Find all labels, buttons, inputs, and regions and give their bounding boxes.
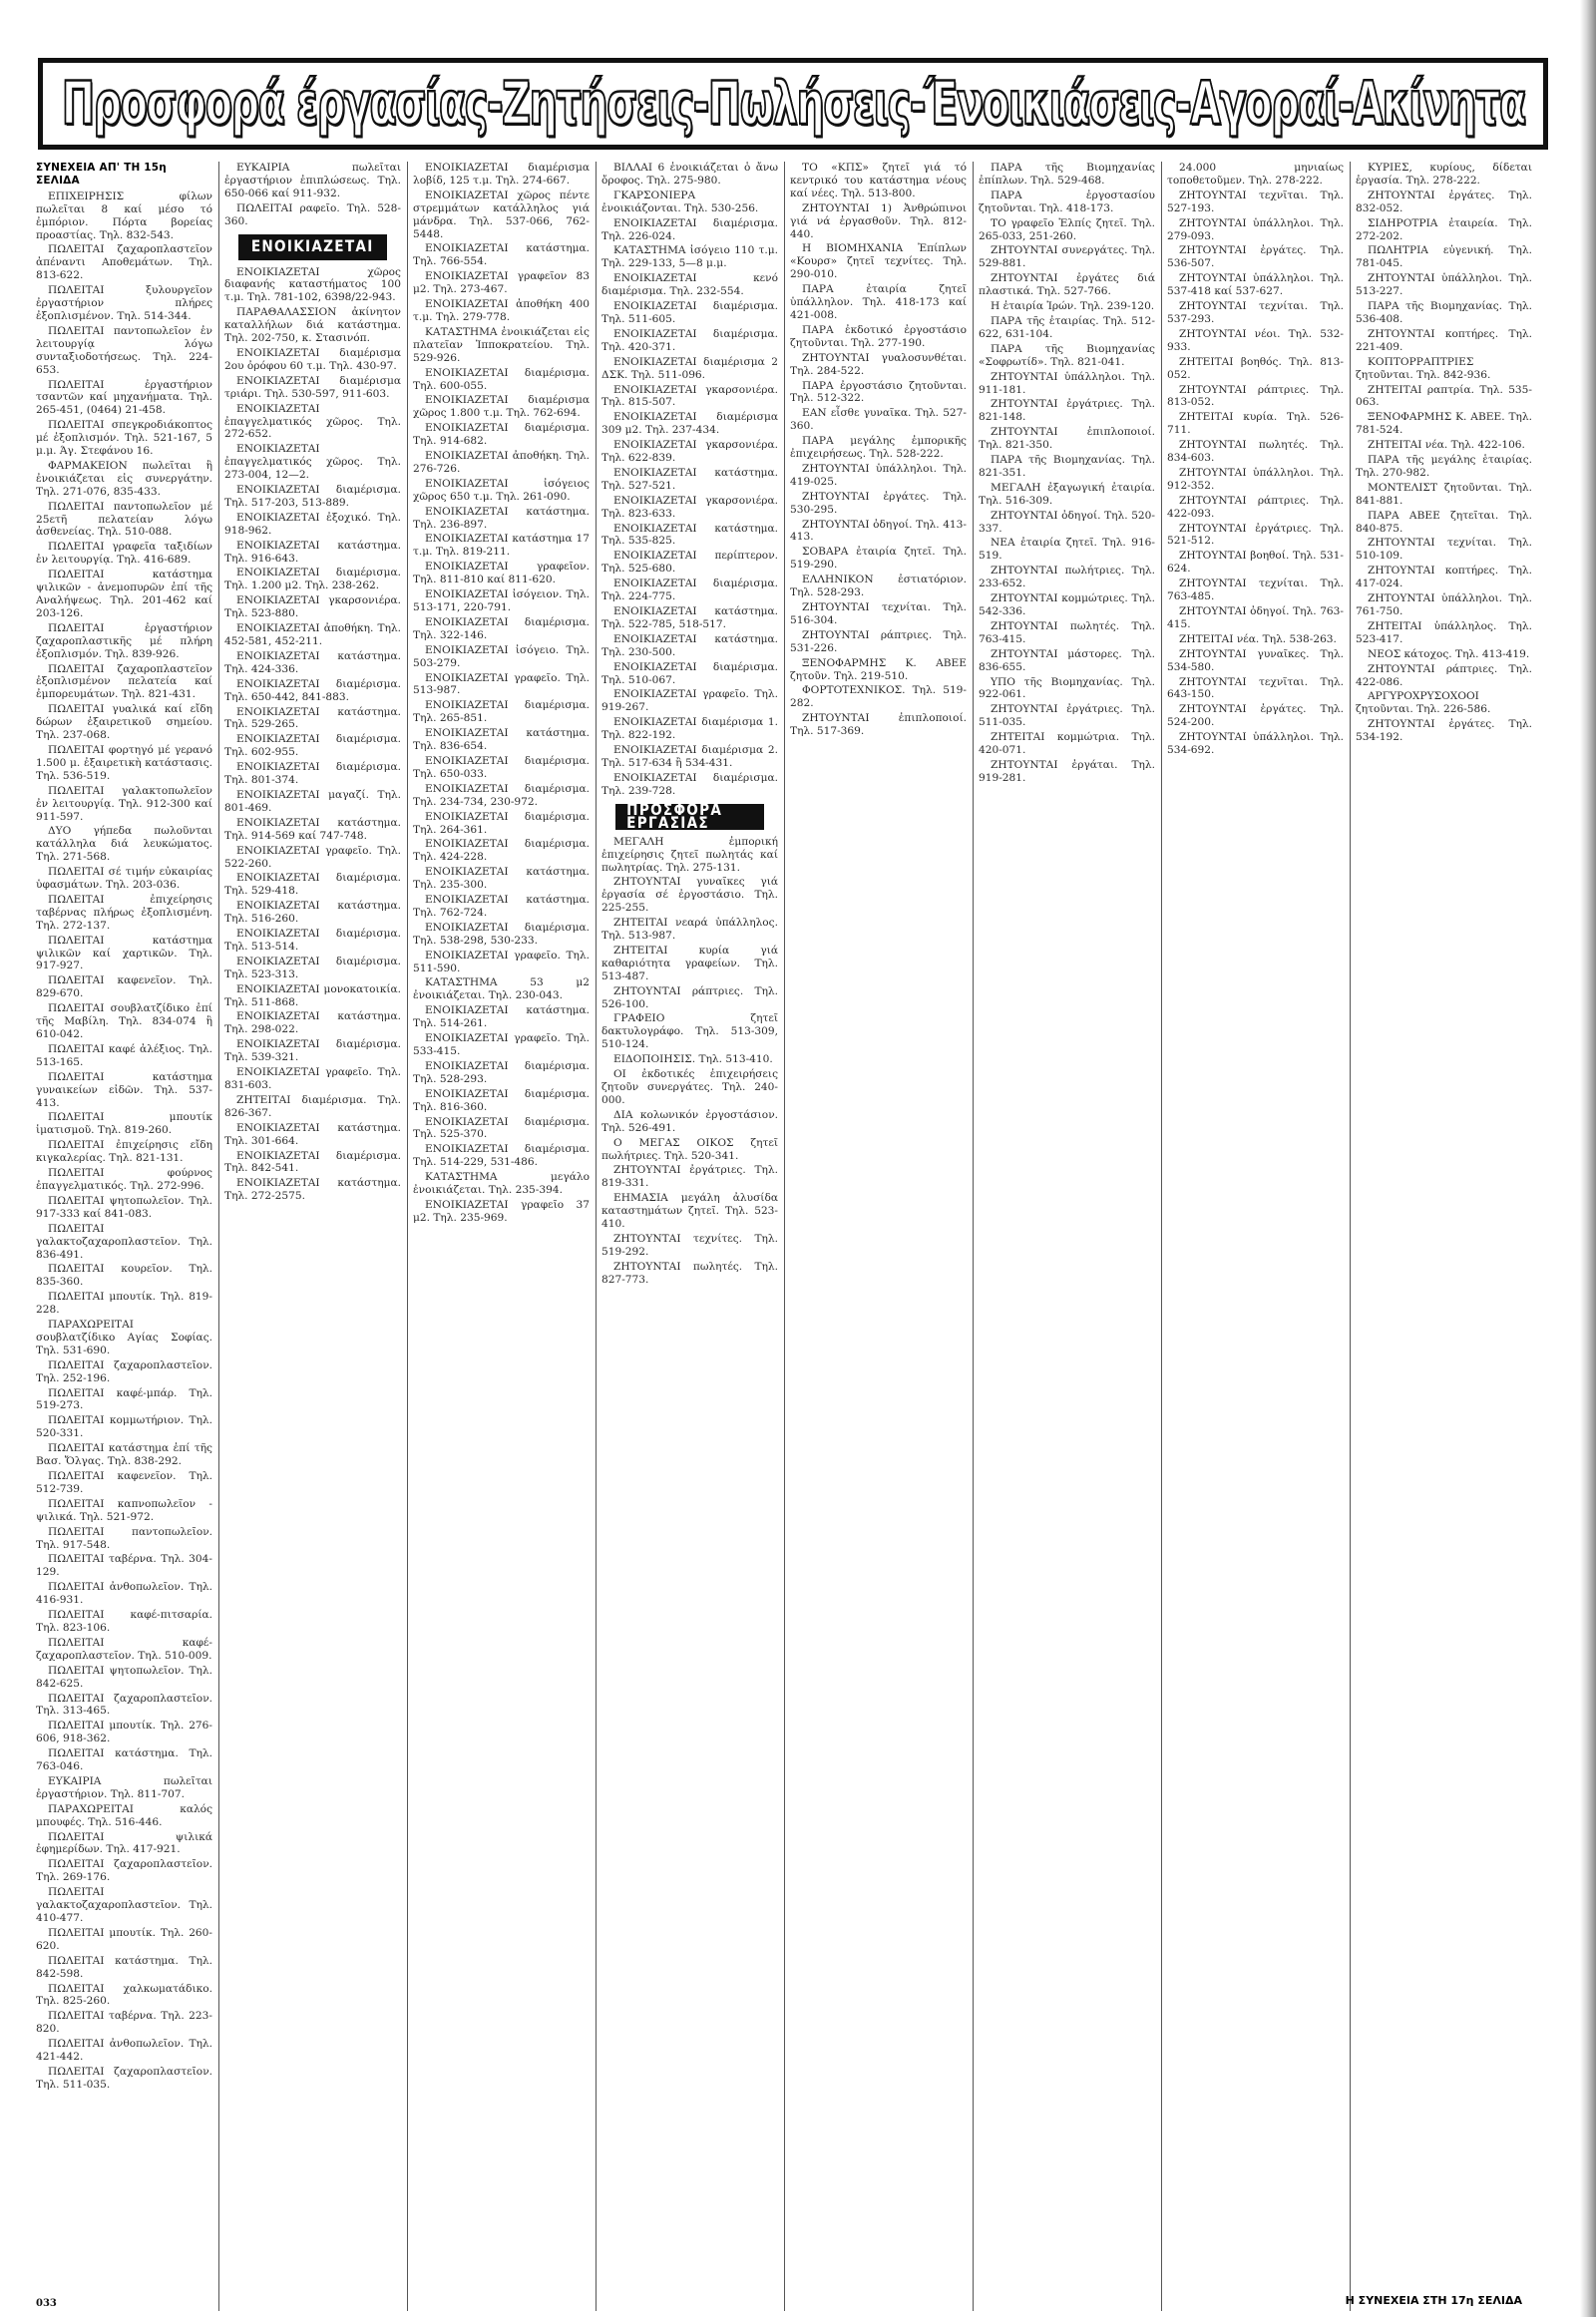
section-header-job-offers-label: ΠΡΟΣΦΟΡΑ ΕΡΓΑΣΙΑΣ (626, 799, 723, 832)
classified-ad: ΖΗΤΟΥΝΤΑΙ ὑπάλληλοι. Τηλ. 279-093. (1167, 216, 1344, 242)
classified-ad: ΕΝΟΙΚΙΑΖΕΤΑΙ κατάστημα. Τηλ. 916-643. (224, 539, 401, 565)
classified-ad: ΠΩΛΕΙΤΑΙ κουρεῖον. Τηλ. 835-360. (36, 1263, 212, 1289)
classified-ad: ΕΝΟΙΚΙΑΖΕΤΑΙ γραφεῖο. Τηλ. 522-260. (224, 844, 401, 870)
classified-ad: ΠΩΛΕΙΤΑΙ ζαχαροπλαστεῖον. Τηλ. 511-035. (36, 2065, 212, 2091)
classified-ad: ΜΕΓΑΛΗ ἐξαγωγική ἐταιρία. Τηλ. 516-309. (979, 481, 1155, 507)
column-4 (601, 162, 778, 2311)
page-number: 033 (36, 2298, 57, 2309)
classified-ad: ΜΟΝΤΕΛΙΣΤ ζητοῦνται. Τηλ. 841-881. (1356, 481, 1532, 507)
classified-ad: ΓΡΑΦΕΙΟ ζητεῖ δακτυλογράφο. Τηλ. 513-309, 510-124. (601, 1012, 778, 1051)
classified-ad: ΕΝΟΙΚΙΑΖΕΤΑΙ διαμέρισμα λοβίδ, 125 τ.μ. Τηλ. 274-667. (413, 162, 590, 187)
classified-ad: ΕΝΟΙΚΙΑΖΕΤΑΙ διαμέρισμα. Τηλ. 525-370. (413, 1115, 590, 1141)
classified-ad: ΖΗΤΟΥΝΤΑΙ τεχνίτες. Τηλ. 519-292. (601, 1232, 778, 1258)
classified-ad: ΠΩΛΕΙΤΑΙ ζαχαροπλαστεῖον. Τηλ. 269-176. (36, 1858, 212, 1884)
classified-ad: ΕΝΟΙΚΙΑΖΕΤΑΙ χῶρος πέντε στρεμμάτων κατάλληλος γιά μάνδρα. Τηλ. 537-066, 762-5448. (413, 189, 590, 240)
classified-ad: ΕΝΟΙΚΙΑΖΕΤΑΙ διαμέρισμα. Τηλ. 239-728. (601, 771, 778, 797)
classified-ad: ΕΝΟΙΚΙΑΖΕΤΑΙ διαμέρισμα. Τηλ. 538-298, 530-233. (413, 921, 590, 947)
classified-ad: ΖΗΤΕΙΤΑΙ διαμέρισμα. Τηλ. 826-367. (224, 1093, 401, 1119)
classified-ad: ΞΕΝΟΦΑΡΜΗΣ Κ. ΑΒΕΕ. Τηλ. 781-524. (1356, 411, 1532, 437)
section-header-job-offers (615, 799, 764, 832)
classified-ad: ΠΑΡΑ τῆς Βιομηχανίας ἐπίπλων. Τηλ. 529-468. (979, 162, 1155, 187)
classified-ad: 24.000 μηνιαίως τοποθετοῦμεν. Τηλ. 278-222. (1167, 162, 1344, 187)
classified-ad: ΕΝΟΙΚΙΑΖΕΤΑΙ διαμέρισμα. Τηλ. 511-605. (601, 300, 778, 325)
classified-ad: ΕΝΟΙΚΙΑΖΕΤΑΙ ἀποθήκη 400 τ.μ. Τηλ. 279-778. (413, 298, 590, 323)
classified-ad: ΤΟ «ΚΠΣ» ζητεῖ γιά τό κεντρικό του κατάστημα νέους καί νέες. Τηλ. 513-800. (790, 162, 967, 199)
column-5 (790, 162, 967, 2311)
classified-ad: ΠΩΛΕΙΤΑΙ ἐργαστήριον τσαντῶν καί μηχανήματα. Τηλ. 265-451, (0464) 21-458. (36, 378, 212, 417)
classified-ad: ΖΗΤΟΥΝΤΑΙ γυναῖκες γιά ἐργασία σέ ἐργοστάσιο. Τηλ. 225-255. (601, 876, 778, 915)
classified-ad: ΕΝΟΙΚΙΑΖΕΤΑΙ ἰσόγειον. Τηλ. 513-171, 220-791. (413, 588, 590, 613)
classified-ad: ΠΩΛΕΙΤΑΙ παντοπωλεῖον μέ 25ετῆ πελατείαν λόγω ἀσθενείας. Τηλ. 510-088. (36, 500, 212, 539)
column-3 (413, 162, 590, 2311)
classified-ad: ΚΟΠΤΟΡΡΑΠΤΡΙΕΣ ζητοῦνται. Τηλ. 842-936. (1356, 355, 1491, 381)
classified-ad: ΖΗΤΟΥΝΤΑΙ ράπτριες. Τηλ. 813-052. (1167, 383, 1344, 409)
classified-ad: Η ἐταιρία Ἰρών. Τηλ. 239-120. (991, 300, 1155, 313)
classified-ad: ΖΗΤΟΥΝΤΑΙ ἐργάτες. Τηλ. 536-507. (1167, 244, 1344, 270)
classified-ad: ΕΝΟΙΚΙΑΖΕΤΑΙ διαμέρισμα. Τηλ. 650-033. (413, 754, 590, 780)
classified-ad: ΠΩΛΕΙΤΑΙ ταβέρνα. Τηλ. 304-129. (36, 1553, 212, 1579)
classified-ad: ΕΑΝ εἶσθε γυναῖκα. Τηλ. 527-360. (790, 407, 967, 433)
classified-ad: ΕΝΟΙΚΙΑΖΕΤΑΙ διαμέρισμα. Τηλ. 801-374. (224, 761, 401, 787)
page-fold-shadow (1580, 0, 1596, 2317)
classified-ad: ΖΗΤΟΥΝΤΑΙ γυναῖκες. Τηλ. 534-580. (1167, 647, 1344, 673)
classified-ad: ΖΗΤΟΥΝΤΑΙ ἐργάτες. Τηλ. 524-200. (1167, 703, 1344, 729)
classified-ad: ΕΝΟΙΚΙΑΖΕΤΑΙ κατάστημα. Τηλ. 516-260. (224, 900, 401, 926)
classified-ad: ΤΟ γραφεῖο Ἐλπίς ζητεῖ. Τηλ. 265-033, 251-260. (979, 216, 1155, 242)
masthead-title: Προσφορά έργασίας-Ζητήσεις-Πωλήσεις-Ένοικιάσεις-Αγοραί-Ακίνητα (61, 69, 1525, 139)
classified-ad: ΕΝΟΙΚΙΑΖΕΤΑΙ γκαρσονιέρα. Τηλ. 815-507. (601, 383, 778, 409)
classified-ad: ΠΩΛΕΙΤΑΙ καφέ-μπάρ. Τηλ. 519-273. (36, 1386, 212, 1412)
classified-ad: ΕΝΟΙΚΙΑΖΕΤΑΙ διαμέρισμα. Τηλ. 226-024. (601, 216, 778, 242)
classified-ad: ΕΝΟΙΚΙΑΖΕΤΑΙ διαμέρισμα 2. Τηλ. 517-634 ἢ 534-431. (601, 744, 778, 769)
column-6 (979, 162, 1155, 2311)
classified-ad: ΔΙΑ κολωνικόν ἐργοστάσιον. Τηλ. 526-491. (601, 1108, 778, 1134)
classified-ad: ΖΗΤΟΥΝΤΑΙ ὑπάλληλοι. Τηλ. 537-418 καί 537-627. (1167, 272, 1344, 298)
classified-ad: ΖΗΤΟΥΝΤΑΙ ὀδηγοί. Τηλ. 413-413. (790, 518, 967, 544)
classified-ad: ΚΑΤΑΣΤΗΜΑ μεγάλο ἐνοικιάζεται. Τηλ. 235-394. (413, 1171, 590, 1197)
classified-ad: ΕΝΟΙΚΙΑΖΕΤΑΙ κατάστημα. Τηλ. 272-2575. (224, 1177, 401, 1203)
column-rule (973, 162, 974, 2311)
classified-ad: ΖΗΤΕΙΤΑΙ ὑπάλληλος. Τηλ. 523-417. (1356, 619, 1532, 645)
classified-ad: ΖΗΤΟΥΝΤΑΙ κομμώτριες. Τηλ. 542-336. (979, 592, 1155, 617)
classified-ad: ΠΩΛΕΙΤΑΙ ἀνθοπωλεῖον. Τηλ. 416-931. (36, 1581, 212, 1607)
classified-ad: ΖΗΤΟΥΝΤΑΙ ἐργάτες. Τηλ. 534-192. (1356, 718, 1532, 744)
classified-ad: ΕΝΟΙΚΙΑΖΕΤΑΙ κατάστημα. Τηλ. 514-261. (413, 1004, 590, 1030)
classified-ad: ΠΩΛΕΙΤΑΙ μπουτίκ. Τηλ. 260-620. (36, 1926, 212, 1952)
classified-ad: ΠΩΛΕΙΤΑΙ ψητοπωλεῖον. Τηλ. 842-625. (36, 1664, 212, 1690)
classified-ad: ΕΝΟΙΚΙΑΖΕΤΑΙ διαμέρισμα. Τηλ. 816-360. (413, 1087, 590, 1113)
classified-ad: ΠΑΡΑ τῆς Βιομηχανίας. Τηλ. 821-351. (979, 454, 1155, 479)
classified-ad: ΖΗΤΟΥΝΤΑΙ ἐπιπλοποιοί. Τηλ. 821-350. (979, 426, 1155, 452)
classified-ad: ΕΝΟΙΚΙΑΖΕΤΑΙ διαμέρισμα. Τηλ. 224-775. (601, 578, 778, 603)
classified-ad: ΠΩΛΕΙΤΑΙ κατάστημα ψιλικῶν καί χαρτικῶν. Τηλ. 917-927. (36, 934, 212, 972)
classified-ad: ΠΩΛΕΙΤΑΙ ταβέρνα. Τηλ. 223-820. (36, 2010, 212, 2036)
classified-ad: ΞΕΝΟΦΑΡΜΗΣ Κ. ΑΒΕΕ ζητοῦν. Τηλ. 219-510. (790, 656, 967, 682)
classified-ad: ΦΑΡΜΑΚΕΙΟΝ πωλεῖται ἢ ἐνοικιάζεται εἰς συνεργάτην. Τηλ. 271-076, 835-433. (36, 459, 212, 498)
classified-ad: ΕΝΟΙΚΙΑΖΕΤΑΙ διαμέρισμα. Τηλ. 602-955. (224, 733, 401, 759)
classified-ad: ΠΩΛΕΙΤΑΙ φούρνος ἐπαγγελματικός. Τηλ. 272-996. (36, 1167, 212, 1192)
classified-ad: ΠΩΛΕΙΤΑΙ καπνοπωλεῖον - ψιλικά. Τηλ. 521-972. (36, 1497, 212, 1523)
classified-ad: ΜΕΓΑΛΗ ἐμπορική ἐπιχείρησις ζητεῖ πωλητάς καί πωλητρίας. Τηλ. 275-131. (601, 835, 778, 874)
column-2 (224, 162, 401, 2311)
classified-ad: ΠΩΛΕΙΤΑΙ σουβλατζίδικο ἐπί τῆς Μαβίλη. Τηλ. 834-074 ἢ 610-042. (36, 1002, 212, 1040)
classified-ad: ΠΩΛΕΙΤΑΙ ζαχαροπλαστεῖον. Τηλ. 313-465. (36, 1692, 212, 1718)
classified-ad: ΠΩΛΕΙΤΑΙ ραφεῖο. Τηλ. 528-360. (224, 201, 401, 227)
classified-ad: ΥΠΟ τῆς Βιομηχανίας. Τηλ. 922-061. (979, 675, 1155, 701)
classified-ad: ΕΛΛΗΝΙΚΟΝ ἐστιατόριον. Τηλ. 528-293. (790, 574, 967, 599)
classified-ad: ΠΩΛΕΙΤΑΙ ἐπιχείρησις εἴδη κιγκαλερίας. Τηλ. 821-131. (36, 1139, 212, 1165)
classified-ad: ΖΗΤΟΥΝΤΑΙ πωλητές. Τηλ. 763-415. (979, 619, 1155, 645)
classified-ad: ΖΗΤΟΥΝΤΑΙ ράπτριες. Τηλ. 422-086. (1356, 662, 1532, 688)
classified-ad: ΖΗΤΕΙΤΑΙ κυρία γιά καθαριότητα γραφείων. Τηλ. 513-487. (601, 944, 778, 982)
classified-ad: ΕΝΟΙΚΙΑΖΕΤΑΙ κατάστημα. Τηλ. 914-569 καί 747-748. (224, 816, 401, 842)
classified-ad: ΠΩΛΕΙΤΑΙ γυαλικά καί εἴδη δώρων ἐξαιρετικοῦ σημείου. Τηλ. 237-068. (36, 703, 212, 742)
classified-ad: ΠΑΡΑ τῆς μεγάλης ἑταιρίας. Τηλ. 270-982. (1356, 454, 1532, 479)
classified-ad: ΠΩΛΕΙΤΑΙ ἐπιχείρησις ταβέρνας πλήρως ἐξοπλισμένη. Τηλ. 272-137. (36, 893, 212, 932)
classified-ad: ΠΩΛΕΙΤΑΙ μπουτίκ. Τηλ. 819-228. (36, 1291, 212, 1317)
classified-ad: ΖΗΤΟΥΝΤΑΙ συνεργάτες. Τηλ. 529-881. (979, 244, 1155, 270)
classified-ad: ΠΩΛΕΙΤΑΙ καφέ ἀλέξιος. Τηλ. 513-165. (36, 1042, 212, 1068)
classified-ad: ΖΗΤΟΥΝΤΑΙ ὑπάλληλοι. Τηλ. 912-352. (1167, 466, 1344, 492)
classified-ad: ΠΩΛΕΙΤΑΙ ζαχαροπλαστεῖον. Τηλ. 252-196. (36, 1358, 212, 1384)
classified-ad: ΖΗΤΟΥΝΤΑΙ ἐργάτες. Τηλ. 832-052. (1356, 189, 1532, 214)
section-header-rentals-label: ΕΝΟΙΚΙΑΖΕΤΑΙ (251, 236, 374, 256)
classified-ad: ΒΙΛΛΑΙ 6 ἐνοικιάζεται ὁ ἄνω ὄροφος. Τηλ. 275-980. (601, 162, 778, 187)
classified-ad: ΖΗΤΟΥΝΤΑΙ ὑπάλληλοι. Τηλ. 419-025. (790, 462, 967, 488)
classified-ad: ΖΗΤΟΥΝΤΑΙ ὑπάλληλοι. Τηλ. 761-750. (1356, 592, 1532, 617)
classified-ad: ΕΝΟΙΚΙΑΖΕΤΑΙ κατάστημα. Τηλ. 836-654. (413, 727, 590, 753)
column-8 (1356, 162, 1532, 2311)
classified-ad: ΕΝΟΙΚΙΑΖΕΤΑΙ κατάστημα. Τηλ. 529-265. (224, 705, 401, 731)
classified-ad: ΕΝΟΙΚΙΑΖΕΤΑΙ κατάστημα. Τηλ. 301-664. (224, 1121, 401, 1147)
classified-ad: ΕΥΚΑΙΡΙΑ πωλεῖται ἐργαστήριον. Τηλ. 811-707. (36, 1774, 212, 1800)
classified-ad: ΕΝΟΙΚΙΑΖΕΤΑΙ διαμέρισμα 2ου ὀρόφου 60 τ.μ. Τηλ. 430-97. (224, 346, 401, 372)
column-4-job-ads (601, 836, 778, 1287)
masthead-banner (38, 58, 1548, 150)
classified-ad: ΠΩΛΕΙΤΑΙ ζαχαροπλαστεῖον ἀπέναντι Αποθεμάτων. Τηλ. 813-622. (36, 243, 212, 282)
continuation-note: ΣΥΝΕΧΕΙΑ ΑΠ' ΤΗ 15η ΣΕΛΙΔΑ (36, 162, 167, 187)
classified-ad: ΕΝΟΙΚΙΑΖΕΤΑΙ διαμέρισμα. Τηλ. 264-361. (413, 810, 590, 836)
column-7 (1167, 162, 1344, 2311)
classified-ad: ΖΗΤΕΙΤΑΙ βοηθός. Τηλ. 813-052. (1167, 355, 1344, 381)
classified-ad: ΠΩΛΕΙΤΑΙ γαλακτοζαχαροπλαστεῖον. Τηλ. 410-477. (36, 1886, 212, 1924)
classified-ad: ΖΗΤΟΥΝΤΑΙ ὑπάλληλοι. Τηλ. 513-227. (1356, 272, 1532, 298)
classified-ad: ΠΩΛΕΙΤΑΙ κατάστημα. Τηλ. 842-598. (36, 1954, 212, 1980)
classified-ad: ΣΙΔΗΡΟΤΡΙΑ ἐταιρεία. Τηλ. 272-202. (1356, 216, 1532, 242)
classified-ad: ΕΝΟΙΚΙΑΖΕΤΑΙ κατάστημα. Τηλ. 535-825. (601, 522, 778, 548)
classified-ad: ΠΩΛΕΙΤΑΙ γραφεῖα ταξιδίων ἐν λειτουργίᾳ. Τηλ. 416-689. (36, 541, 212, 567)
classified-ad: ΕΝΟΙΚΙΑΖΕΤΑΙ διαμέρισμα. Τηλ. 510-067. (601, 660, 778, 686)
classified-ad: ΕΝΟΙΚΙΑΖΕΤΑΙ γραφεῖο. Τηλ. 513-987. (413, 671, 590, 697)
column-rule (1161, 162, 1162, 2311)
classified-ad: ΠΩΛΕΙΤΑΙ κατάστημα ψιλικῶν - ἀνεμοπυρῶν ἐπί τῆς Αναλήψεως. Τηλ. 201-462 καί 203-126. (36, 569, 212, 619)
classified-ad: ΠΑΡΑ ἐταιρία ζητεῖ ὑπάλληλον. Τηλ. 418-173 καί 421-008. (790, 283, 967, 321)
column-2-top-ads (224, 162, 401, 228)
classified-ad: ΖΗΤΟΥΝΤΑΙ ἐργάτες. Τηλ. 530-295. (790, 490, 967, 516)
classified-ad: ΠΩΛΕΙΤΑΙ κομμωτήριον. Τηλ. 520-331. (36, 1414, 212, 1440)
classified-ad: ΠΑΡΑΧΩΡΕΙΤΑΙ σουβλατζίδικο Αγίας Σοφίας. Τηλ. 531-690. (36, 1319, 212, 1356)
classified-ad: ΕΝΟΙΚΙΑΖΕΤΑΙ ἐπαγγελματικός χῶρος. Τηλ. 273-004, 12—2. (224, 443, 401, 482)
classified-ad: ΕΝΟΙΚΙΑΖΕΤΑΙ γκαρσονιέρα. Τηλ. 823-633. (601, 494, 778, 520)
classified-ad: ΖΗΤΕΙΤΑΙ κομμώτρια. Τηλ. 420-071. (979, 731, 1155, 757)
classified-ad: ΕΝΟΙΚΙΑΖΕΤΑΙ κατάστημα. Τηλ. 527-521. (601, 466, 778, 492)
classified-ad: ΠΩΛΕΙΤΑΙ σπεγκροδιάκοπτος μέ ἐξοπλισμόν. Τηλ. 521-167, 5 μ.μ. Άγ. Στεφάνου 16. (36, 419, 212, 458)
classified-ad: ΔΥΟ γήπεδα πωλοῦνται κατάλληλα διά λευκώματος. Τηλ. 271-568. (36, 825, 212, 864)
classified-ad: ΖΗΤΟΥΝΤΑΙ ράπτριες. Τηλ. 422-093. (1167, 494, 1344, 520)
classified-ad: ΠΑΡΑ τῆς ἐταιρίας. Τηλ. 512-622, 631-104. (979, 314, 1155, 340)
section-header-rentals (238, 234, 387, 260)
classified-ad: ΚΑΤΑΣΤΗΜΑ ἰσόγειο 110 τ.μ. Τηλ. 229-133, 5—8 μ.μ. (601, 244, 778, 270)
classified-ad: ΖΗΤΟΥΝΤΑΙ τεχνίται. Τηλ. 510-109. (1356, 537, 1532, 563)
classified-ad: ΖΗΤΟΥΝΤΑΙ ἐργάτριες. Τηλ. 821-148. (979, 398, 1155, 424)
classified-ad: ΚΑΤΑΣΤΗΜΑ 53 μ2 ἐνοικιάζεται. Τηλ. 230-043. (413, 976, 590, 1002)
classified-ad: ΖΗΤΟΥΝΤΑΙ ράπτριες. Τηλ. 531-226. (790, 628, 967, 654)
column-7-ads (1167, 162, 1344, 757)
classified-ad: ΕΝΟΙΚΙΑΖΕΤΑΙ διαμέρισμα. Τηλ. 842-541. (224, 1149, 401, 1175)
classified-ad: ΖΗΤΟΥΝΤΑΙ τεχνίται. Τηλ. 516-304. (790, 601, 967, 626)
classified-ad: ΠΩΛΕΙΤΑΙ καφενεῖον. Τηλ. 829-670. (36, 974, 212, 1000)
classified-ad: ΖΗΤΟΥΝΤΑΙ τεχνῖται. Τηλ. 643-150. (1167, 675, 1344, 701)
column-rule (407, 162, 408, 2311)
classified-ad: ΠΩΛΕΙΤΑΙ κατάστημα. Τηλ. 763-046. (36, 1747, 212, 1773)
classified-ad: ΠΩΛΕΙΤΑΙ παντοπωλεῖον. Τηλ. 917-548. (36, 1525, 212, 1551)
classified-ad: ΓΚΑΡΣΟΝΙΕΡΑ ἐνοικιάζονται. Τηλ. 530-256. (601, 189, 759, 214)
classified-ad: ΕΝΟΙΚΙΑΖΕΤΑΙ διαμέρισμα. Τηλ. 523-313. (224, 955, 401, 980)
classified-ad: ΖΗΤΟΥΝΤΑΙ πωλητές. Τηλ. 834-603. (1167, 439, 1344, 465)
classified-ad: ΖΗΤΟΥΝΤΑΙ τεχνίται. Τηλ. 537-293. (1167, 300, 1344, 325)
classified-ad: ΠΩΛΕΙΤΑΙ ψιλικά ἐφημερίδων. Τηλ. 417-921. (36, 1830, 212, 1856)
classified-ad: ΠΑΡΑ ἐργοστασίου ζητοῦνται. Τηλ. 418-173. (979, 189, 1155, 214)
classified-ad: ΠΑΡΑ τῆς Βιομηχανίας. Τηλ. 536-408. (1356, 300, 1532, 325)
classified-ad: ΖΗΤΟΥΝΤΑΙ ὀδηγοί. Τηλ. 520-337. (979, 509, 1155, 535)
classified-ad: ΖΗΤΟΥΝΤΑΙ τεχνίται. Τηλ. 763-485. (1167, 578, 1344, 603)
classified-ad: ΠΩΛΕΙΤΑΙ φορτηγό μέ γερανό 1.500 μ. ἐξαιρετικὴ κατάστασις. Τηλ. 536-519. (36, 743, 212, 782)
classified-ad: ΕΝΟΙΚΙΑΖΕΤΑΙ γκαρσονιέρα. Τηλ. 523-880. (224, 594, 401, 620)
classified-ad: ΠΩΛΕΙΤΑΙ παντοπωλεῖον ἐν λειτουργίᾳ λόγω συνταξιοδοτήσεως. Τηλ. 224-653. (36, 324, 212, 376)
classified-ad: ΖΗΤΟΥΝΤΑΙ ἐπιπλοποιοί. Τηλ. 517-369. (790, 712, 967, 738)
classified-ad: ΠΩΛΕΙΤΑΙ κατάστημα γυναικείων εἰδῶν. Τηλ. 537-413. (36, 1070, 212, 1109)
classified-columns (36, 162, 1552, 2311)
column-rule (1350, 162, 1351, 2311)
classified-ad: ΕΝΟΙΚΙΑΖΕΤΑΙ διαμέρισμα 2 ΔΣΚ. Τηλ. 511-096. (601, 355, 778, 381)
classified-ad: ΕΝΟΙΚΙΑΖΕΤΑΙ κατάστημα. Τηλ. 298-022. (224, 1010, 401, 1036)
classified-ad: ΠΑΡΑ ἐργοστάσιο ζητοῦνται. Τηλ. 512-322. (790, 379, 967, 405)
classified-ad: ΦΟΡΤΟΤΕΧΝΙΚΟΣ. Τηλ. 519-282. (790, 684, 967, 710)
classified-ad: ΠΩΛΕΙΤΑΙ χαλκωματάδικο. Τηλ. 825-260. (36, 1982, 212, 2008)
classified-ad: ΕΝΟΙΚΙΑΖΕΤΑΙ μαγαζί. Τηλ. 801-469. (224, 788, 401, 814)
classified-ad: ΖΗΤΟΥΝΤΑΙ κοπτήρες. Τηλ. 417-024. (1356, 565, 1532, 590)
classified-ad: ΝΕΟΣ κάτοχος. Τηλ. 413-419. (1368, 647, 1530, 660)
classified-ad: ΠΩΛΕΙΤΑΙ καφέ-ζαχαροπλαστεῖον. Τηλ. 510-009. (36, 1636, 212, 1662)
classified-ad: ΖΗΤΕΙΤΑΙ ραπτρία. Τηλ. 535-063. (1356, 383, 1532, 409)
classified-ad: ΕΝΟΙΚΙΑΖΕΤΑΙ κατάστημα. Τηλ. 424-336. (224, 649, 401, 675)
classified-ad: ΖΗΤΟΥΝΤΑΙ ὑπάλληλοι. Τηλ. 534-692. (1167, 731, 1344, 757)
classified-ad: ΕΝΟΙΚΙΑΖΕΤΑΙ διαμέρισμα. Τηλ. 650-442, 841-883. (224, 677, 401, 703)
classified-ad: ΖΗΤΕΙΤΑΙ νέα. Τηλ. 538-263. (1179, 632, 1337, 645)
classified-ad: ΠΩΛΕΙΤΑΙ μπουτίκ. Τηλ. 276-606, 918-362. (36, 1720, 212, 1745)
classified-ad: ΚΑΤΑΣΤΗΜΑ ἐνοικιάζεται εἰς πλατεῖαν Ἱπποκρατείου. Τηλ. 529-926. (413, 325, 590, 364)
classified-ad: ΕΝΟΙΚΙΑΖΕΤΑΙ κενό διαμέρισμα. Τηλ. 232-554. (601, 272, 778, 298)
classified-ad: ΠΩΛΕΙΤΑΙ ζαχαροπλαστεῖον ἐξοπλισμένον πελατεία καί ἐμπορευμάτων. Τηλ. 821-431. (36, 662, 212, 701)
classified-ad: ΕΝΟΙΚΙΑΖΕΤΑΙ διαμέρισμα. Τηλ. 600-055. (413, 366, 590, 392)
column-1-ads (36, 191, 212, 2092)
classified-ad: ΠΩΛΕΙΤΑΙ ψητοπωλεῖον. Τηλ. 917-333 καί 841-083. (36, 1194, 212, 1220)
classified-ad: ΕΝΟΙΚΙΑΖΕΤΑΙ διαμέρισμα. Τηλ. 514-229, 531-486. (413, 1143, 590, 1169)
classified-ad: ΕΙΔΟΠΟΙΗΣΙΣ. Τηλ. 513-410. (613, 1053, 773, 1066)
classified-ad: ΖΗΤΟΥΝΤΑΙ κοπτήρες. Τηλ. 221-409. (1356, 327, 1532, 353)
classified-ad: ΠΑΡΑΧΩΡΕΙΤΑΙ καλός μπουφές. Τηλ. 516-446. (36, 1802, 212, 1828)
classified-ad: ΖΗΤΟΥΝΤΑΙ πωλήτριες. Τηλ. 233-652. (979, 565, 1155, 590)
classified-ad: ΠΩΛΕΙΤΑΙ κατάστημα ἐπί τῆς Βασ. Ὄλγας. Τηλ. 838-292. (36, 1442, 212, 1468)
classified-ad: ΕΝΟΙΚΙΑΖΕΤΑΙ ἰσόγειο. Τηλ. 503-279. (413, 643, 590, 669)
classified-ad: ΕΝΟΙΚΙΑΖΕΤΑΙ διαμέρισμα. Τηλ. 234-734, 230-972. (413, 782, 590, 808)
classified-ad: ΕΝΟΙΚΙΑΖΕΤΑΙ κατάστημα 17 τ.μ. Τηλ. 819-211. (413, 533, 590, 559)
classified-ad: Η ΒΙΟΜΗΧΑΝΙΑ Ἐπίπλων «Κουρσ» ζητεῖ τεχνίτες. Τηλ. 290-010. (790, 242, 967, 281)
classified-ad: ΕΝΟΙΚΙΑΖΕΤΑΙ διαμέρισμα. Τηλ. 265-851. (413, 699, 590, 725)
column-3-ads (413, 162, 590, 1225)
classified-ad: ΖΗΤΟΥΝΤΑΙ ὀδηγοί. Τηλ. 763-415. (1167, 605, 1344, 630)
classified-ad: ΕΝΟΙΚΙΑΖΕΤΑΙ διαμέρισμα. Τηλ. 914-682. (413, 422, 590, 448)
classified-ad: ΖΗΤΟΥΝΤΑΙ γυαλοσυνθέται. Τηλ. 284-522. (790, 351, 967, 377)
classified-ad: ΖΗΤΟΥΝΤΑΙ ὑπάλληλοι. Τηλ. 911-181. (979, 370, 1155, 396)
classified-ad: ΠΩΛΗΤΡΙΑ εὐγενική. Τηλ. 781-045. (1356, 244, 1532, 270)
classified-ad: ΠΩΛΕΙΤΑΙ ἐργαστήριον ζαχαροπλαστικῆς μέ πλήρη ἐξοπλισμόν. Τηλ. 839-926. (36, 621, 212, 660)
classified-ad: ΖΗΤΟΥΝΤΑΙ τεχνῖται. Τηλ. 527-193. (1167, 189, 1344, 214)
classified-ad: ΕΝΟΙΚΙΑΖΕΤΑΙ περίπτερον. Τηλ. 525-680. (601, 550, 778, 576)
classified-ad: ΕΝΟΙΚΙΑΖΕΤΑΙ μονοκατοικία. Τηλ. 511-868. (224, 982, 401, 1008)
classified-ad: ΕΗΜΑΣΙΑ μεγάλη ἀλυσίδα καταστημάτων ζητεῖ. Τηλ. 523-410. (601, 1192, 778, 1231)
classified-ad: ΠΩΛΕΙΤΑΙ καφέ-πιτσαρία. Τηλ. 823-106. (36, 1609, 212, 1634)
column-rule (784, 162, 785, 2311)
newspaper-page (36, 58, 1552, 2314)
column-6-ads (979, 162, 1155, 785)
classified-ad: ΕΝΟΙΚΙΑΖΕΤΑΙ γραφεῖο. Τηλ. 919-267. (601, 688, 778, 714)
classified-ad: ΠΑΡΑ ΑΒΕΕ ζητεῖται. Τηλ. 840-875. (1356, 509, 1532, 535)
classified-ad: ΕΝΟΙΚΙΑΖΕΤΑΙ διαμέρισμα. Τηλ. 513-514. (224, 928, 401, 953)
classified-ad: ΕΝΟΙΚΙΑΖΕΤΑΙ διαμέρισμα 309 μ2. Τηλ. 237-434. (601, 411, 778, 437)
classified-ad: ΕΝΟΙΚΙΑΖΕΤΑΙ ἰσόγειος χῶρος 650 τ.μ. Τηλ. 261-090. (413, 477, 590, 503)
classified-ad: ΕΝΟΙΚΙΑΖΕΤΑΙ γραφεῖο 37 μ2. Τηλ. 235-969. (413, 1198, 590, 1224)
column-1 (36, 162, 212, 2311)
classified-ad: ΠΩΛΕΙΤΑΙ μπουτίκ ἱματισμοῦ. Τηλ. 819-260. (36, 1111, 212, 1137)
classified-ad: ΕΝΟΙΚΙΑΖΕΤΑΙ διαμέρισμα 1. Τηλ. 822-192. (601, 716, 778, 742)
classified-ad: ΖΗΤΟΥΝΤΑΙ ἐργάτριες. Τηλ. 521-512. (1167, 522, 1344, 548)
classified-ad: ΕΝΟΙΚΙΑΖΕΤΑΙ διαμέρισμα. Τηλ. 517-203, 513-889. (224, 484, 401, 509)
classified-ad: ΑΡΓΥΡΟΧΡΥΣΟΧΟΟΙ ζητοῦνται. Τηλ. 226-586. (1356, 690, 1491, 716)
column-5-ads (790, 162, 967, 738)
classified-ad: ΖΗΤΟΥΝΤΑΙ ράπτριες. Τηλ. 526-100. (601, 984, 778, 1010)
classified-ad: ΟΙ ἐκδοτικές ἐπιχειρήσεις ζητοῦν συνεργάτες. Τηλ. 240-000. (601, 1068, 778, 1106)
classified-ad: ΕΝΟΙΚΙΑΖΕΤΑΙ ἀποθήκη. Τηλ. 276-726. (413, 450, 590, 475)
classified-ad: ΕΝΟΙΚΙΑΖΕΤΑΙ διαμέρισμα. Τηλ. 1.200 μ2. Τηλ. 238-262. (224, 567, 401, 592)
classified-ad: ΕΝΟΙΚΙΑΖΕΤΑΙ γκαρσονιέρα. Τηλ. 622-839. (601, 439, 778, 465)
classified-ad: ΕΝΟΙΚΙΑΖΕΤΑΙ διαμέρισμα. Τηλ. 424-228. (413, 838, 590, 864)
classified-ad: ΖΗΤΟΥΝΤΑΙ μάστορες. Τηλ. 836-655. (979, 647, 1155, 673)
classified-ad: ΠΑΡΑ μεγάλης ἐμπορικῆς ἐπιχειρήσεως. Τηλ. 528-222. (790, 435, 967, 461)
classified-ad: ΚΥΡΙΕΣ, κυρίους, δίδεται ἐργασία. Τηλ. 278-222. (1356, 162, 1532, 187)
classified-ad: ΠΑΡΑΘΑΛΑΣΣΙΟΝ ἀκίνητον καταλλήλων διά κατάστημα. Τηλ. 202-750, κ. Στασινόπ. (224, 306, 401, 345)
classified-ad: ΕΝΟΙΚΙΑΖΕΤΑΙ διαμέρισμα. Τηλ. 420-371. (601, 327, 778, 353)
column-8-ads (1356, 162, 1532, 744)
classified-ad: ΠΩΛΕΙΤΑΙ σέ τιμήν εὐκαιρίας ὑφασμάτων. Τηλ. 203-036. (36, 866, 212, 892)
classified-ad: ΠΑΡΑ ἐκδοτικό ἐργοστάσιο ζητοῦνται. Τηλ. 277-190. (790, 323, 967, 349)
classified-ad: ΕΝΟΙΚΙΑΖΕΤΑΙ γραφεῖο. Τηλ. 831-603. (224, 1066, 401, 1091)
classified-ad: ΠΑΡΑ τῆς Βιομηχανίας «Σοφρωτίδ». Τηλ. 821-041. (979, 342, 1155, 368)
classified-ad: ΕΝΟΙΚΙΑΖΕΤΑΙ γραφεῖον. Τηλ. 811-810 καί 811-620. (413, 561, 590, 586)
classified-ad: ΠΩΛΕΙΤΑΙ καφενεῖον. Τηλ. 512-739. (36, 1470, 212, 1495)
classified-ad: ΖΗΤΟΥΝΤΑΙ ἐργάτριες. Τηλ. 511-035. (979, 703, 1155, 729)
classified-ad: ΖΗΤΟΥΝΤΑΙ ἐργάται. Τηλ. 919-281. (979, 758, 1155, 784)
classified-ad: ΕΠΙΧΕΙΡΗΣΙΣ φίλων πωλεῖται 8 καί μέσο τό ἐμπόριον. Πόρτα βορείας προαστίας. Τηλ. 832-543. (36, 190, 212, 241)
classified-ad: ΕΝΟΙΚΙΑΖΕΤΑΙ γραφεῖον 83 μ2. Τηλ. 273-467. (413, 270, 590, 296)
classified-ad: ΖΗΤΟΥΝΤΑΙ πωλητές. Τηλ. 827-773. (601, 1260, 778, 1286)
classified-ad: ΕΥΚΑΙΡΙΑ πωλεῖται ἐργαστήριον ἐπιπλώσεως. Τηλ. 650-066 καί 911-932. (224, 162, 401, 199)
classified-ad: ΕΝΟΙΚΙΑΖΕΤΑΙ κατάστημα. Τηλ. 236-897. (413, 505, 590, 531)
classified-ad: ΕΝΟΙΚΙΑΖΕΤΑΙ διαμέρισμα χῶρος 1.800 τ.μ. Τηλ. 762-694. (413, 394, 590, 420)
classified-ad: ΖΗΤΕΙΤΑΙ νεαρά ὑπάλληλος. Τηλ. 513-987. (601, 917, 778, 943)
classified-ad: ΖΗΤΕΙΤΑΙ νέα. Τηλ. 422-106. (1368, 439, 1525, 452)
classified-ad: ΕΝΟΙΚΙΑΖΕΤΑΙ διαμέρισμα. Τηλ. 529-418. (224, 872, 401, 898)
continuation-footer: Η ΣΥΝΕΧΕΙΑ ΣΤΗ 17η ΣΕΛΙΔΑ (1345, 2294, 1522, 2307)
classified-ad: ΕΝΟΙΚΙΑΖΕΤΑΙ κατάστημα. Τηλ. 766-554. (413, 242, 590, 268)
classified-ad: ΕΝΟΙΚΙΑΖΕΤΑΙ χῶρος διαφανής καταστήματος 100 τ.μ. Τηλ. 781-102, 6398/22-943. (224, 265, 401, 304)
classified-ad: ΖΗΤΟΥΝΤΑΙ 1) Ἀνθρώπινοι γιά νά ἐργασθοῦν. Τηλ. 812-440. (790, 201, 967, 240)
classified-ad: ΕΝΟΙΚΙΑΖΕΤΑΙ γραφεῖο. Τηλ. 533-415. (413, 1032, 590, 1057)
classified-ad: ΕΝΟΙΚΙΑΖΕΤΑΙ γραφεῖο. Τηλ. 511-590. (413, 949, 590, 974)
classified-ad: ΖΗΤΕΙΤΑΙ κυρία. Τηλ. 526-711. (1167, 411, 1344, 437)
classified-ad: ΕΝΟΙΚΙΑΖΕΤΑΙ κατάστημα. Τηλ. 522-785, 518-517. (601, 605, 778, 630)
classified-ad: ΖΗΤΟΥΝΤΑΙ βοηθοί. Τηλ. 531-624. (1167, 550, 1344, 576)
column-rule (218, 162, 219, 2311)
classified-ad: ΕΝΟΙΚΙΑΖΕΤΑΙ κατάστημα. Τηλ. 230-500. (601, 632, 778, 658)
classified-ad: ΕΝΟΙΚΙΑΖΕΤΑΙ διαμέρισμα. Τηλ. 528-293. (413, 1059, 590, 1085)
classified-ad: ΕΝΟΙΚΙΑΖΕΤΑΙ διαμέρισμα. Τηλ. 539-321. (224, 1038, 401, 1064)
classified-ad: ΕΝΟΙΚΙΑΖΕΤΑΙ κατάστημα. Τηλ. 762-724. (413, 894, 590, 919)
classified-ad: ΕΝΟΙΚΙΑΖΕΤΑΙ ἀποθήκη. Τηλ. 452-581, 452-211. (224, 622, 401, 647)
column-2-ads (224, 266, 401, 1204)
classified-ad: ΠΩΛΕΙΤΑΙ ἀνθοπωλεῖον. Τηλ. 421-442. (36, 2038, 212, 2064)
classified-ad: ΖΗΤΟΥΝΤΑΙ ἐργάτες διά πλαστικά. Τηλ. 527-766. (979, 272, 1155, 298)
classified-ad: Ο ΜΕΓΑΣ ΟΙΚΟΣ ζητεῖ πωλήτριες. Τηλ. 520-341. (601, 1136, 778, 1162)
classified-ad: ΠΩΛΕΙΤΑΙ γαλακτοπωλεῖον ἐν λειτουργίᾳ. Τηλ. 912-300 καί 911-597. (36, 784, 212, 823)
classified-ad: ΖΗΤΟΥΝΤΑΙ ἐργάτριες. Τηλ. 819-331. (601, 1164, 778, 1190)
classified-ad: ΕΝΟΙΚΙΑΖΕΤΑΙ κατάστημα. Τηλ. 235-300. (413, 866, 590, 892)
classified-ad: ΠΩΛΕΙΤΑΙ γαλακτοζαχαροπλαστεῖον. Τηλ. 836-491. (36, 1222, 212, 1261)
classified-ad: ΕΝΟΙΚΙΑΖΕΤΑΙ διαμέρισμα τριάρι. Τηλ. 530-597, 911-603. (224, 374, 401, 400)
classified-ad: ΖΗΤΟΥΝΤΑΙ νέοι. Τηλ. 532-933. (1167, 327, 1344, 353)
classified-ad: ΠΩΛΕΙΤΑΙ ξυλουργεῖον ἐργαστήριον πλήρες ἐξοπλισμένον. Τηλ. 514-344. (36, 284, 212, 322)
classified-ad: ΝΕΑ ἐταιρία ζητεῖ. Τηλ. 916-519. (979, 537, 1155, 563)
classified-ad: ΣΟΒΑΡΑ ἐταιρία ζητεῖ. Τηλ. 519-290. (790, 546, 967, 572)
column-rule (596, 162, 597, 2311)
classified-ad: ΕΝΟΙΚΙΑΖΕΤΑΙ ἐπαγγελματικός χῶρος. Τηλ. 272-652. (224, 402, 401, 441)
classified-ad: ΕΝΟΙΚΙΑΖΕΤΑΙ διαμέρισμα. Τηλ. 322-146. (413, 615, 590, 641)
classified-ad: ΕΝΟΙΚΙΑΖΕΤΑΙ ἐξοχικό. Τηλ. 918-962. (224, 511, 401, 537)
column-4-ads (601, 162, 778, 798)
